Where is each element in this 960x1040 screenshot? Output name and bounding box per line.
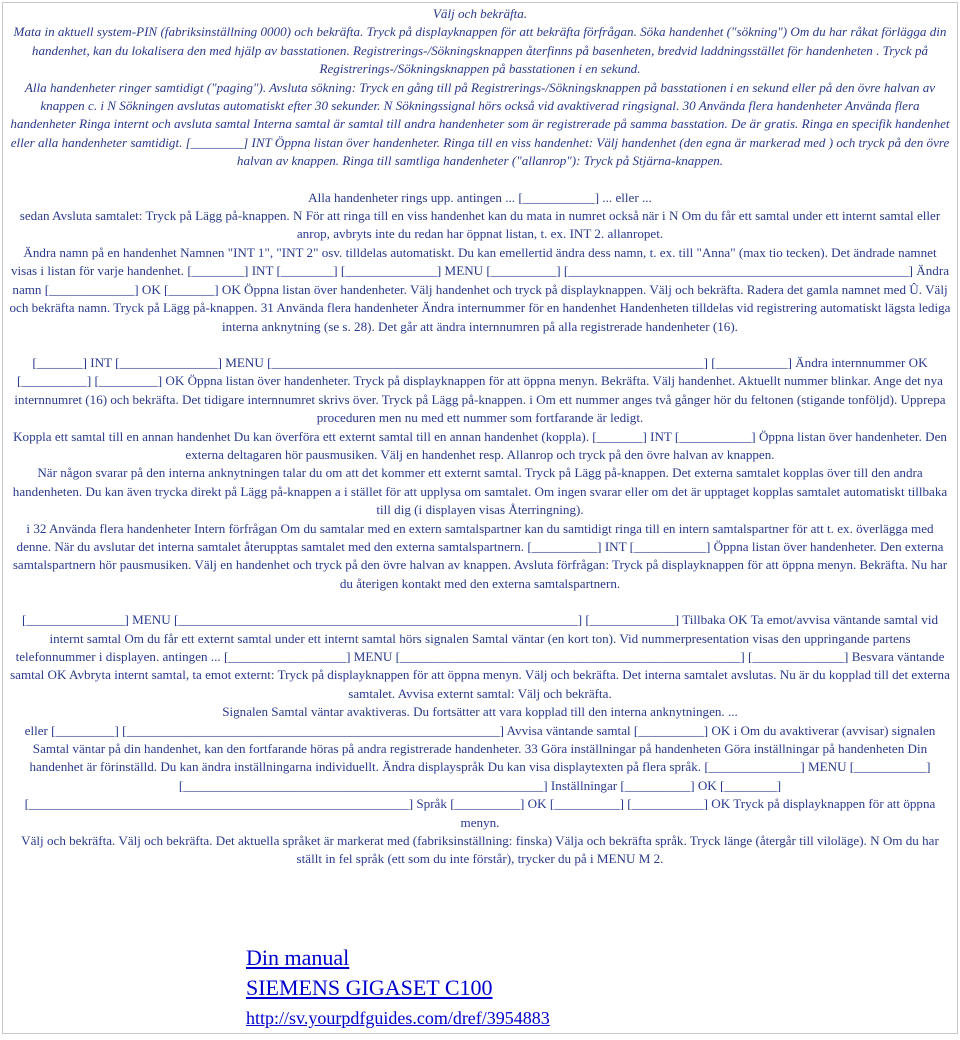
paragraph: Välj och bekräfta. Välj och bekräfta. Det aktuella språket är markerat med (fabriksinställning: finska) Välja och bekräfta språk. Tryck länge (återgår till viloläge). N Om du har ställt in fel språk (ett som du inte förstår), trycker du på i MENU M 2. (21, 833, 939, 867)
url-link[interactable]: http://sv.yourpdfguides.com/dref/3954883 (246, 1008, 550, 1028)
paragraph: Välj och bekräfta. (432, 6, 528, 21)
paragraph: När någon svarar på den interna anknytningen talar du om att det kommer ett externt samtal. Tryck på Lägg på-knappen. Det externa samtalet kopplas över till den andra handenheten. Du kan även trycka direkt på Lägg på-knappen a i stället för att upplysa om samtalet. Om ingen svarar eller om det är upptaget kopplas samtalet automatiskt tillbaka till dig (i displayen visas Återringning). (12, 465, 948, 518)
paragraph: Signalen Samtal väntar avaktiveras. Du fortsätter att vara kopplad till den interna anknytningen. ... (222, 704, 738, 720)
paragraph: eller [_________] [_________________________________________________________] Avvisa väntande samtal [__________] OK i Om du avaktiverar (avvisar) signalen Samtal väntar på din handenhet, kan den fortfarande höras på andra registrerade handenheter. 33 Göra inställningar på handenheten Göra inställningar på handenheten Din handenhet är förinställd. Du kan ändra inställningarna individuellt. Ändra displayspråk Du kan visa displaytexten på flera språk. [______________] MENU [___________] [_______________________________________________________] Inställningar [__________] OK [________] [__________________________________________________________] Språk [__________] OK [__________] [___________] OK Tryck på displayknappen för att öppna menyn. (24, 722, 936, 830)
product-link[interactable]: SIEMENS GIGASET C100 (246, 975, 493, 1000)
paragraph: Alla handenheter ringer samtidigt ("paging"). Avsluta sökning: Tryck en gång till på Registrerings-/Sökningsknappen på basstationen i en sekund eller på den övre halvan av knappen c. i N Sökningen avslutas automatiskt efter 30 sekunder. N Sökningssignal hörs också vid avaktiverad ringsignal. 30 Använda flera handenheter Använda flera handenheter Ringa internt och avsluta samtal Interna samtal är samtal till andra handenheter som är registrerade på samma basstation. De är gratis. Ringa en specifik handenhet eller alla handenheter samtidigt. [________] INT Öppna listan över handenheter. Ringa till en viss handenhet: Välj handenhet (den egna är markerad med ) och tryck på den övre halvan av knappen. Ringa till samtliga handenheter ("allanrop"): Tryck på Stjärna-knappen. (10, 79, 950, 169)
paragraph: i 32 Använda flera handenheter Intern förfrågan Om du samtalar med en extern samtalspartner kan du samtidigt ringa till en intern samtalspartner för att t. ex. överlägga med denne. När du avslutar det interna samtalet återupptas samtalet med den externa samtalspartnern. [__________] INT [___________] Öppna listan över handenheter. Den externa samtalspartnern hör pausmusiken. Välj en handenhet och tryck på den övre halvan av knappen. Avsluta förfrågan: Tryck på displayknappen för att öppna menyn. Bekräfta. Nu har du återigen kontakt med den externa samtalspartnern. (12, 520, 948, 591)
paragraph: sedan Avsluta samtalet: Tryck på Lägg på-knappen. N För att ringa till en viss handenhet kan du mata in numret också när i N Om du får ett samtal under ett internt samtal eller anrop, avbryts inte du redan har öppnat listan, t. ex. INT 2. allanropet. (19, 208, 941, 242)
document-body (3, 3, 957, 869)
paragraph: Mata in aktuell system-PIN (fabriksinställning 0000) och bekräfta. Tryck på displayknappen för att bekräfta förfrågan. Söka handenhet ("sökning") Om du har råkat förlägga din handenhet, kan du lokalisera den med hjälp av basstationen. Registrerings-/Sökningsknappen återfinns på basenheten, bredvid laddningsstället för handenheten . Tryck på Registrerings-/Sökningsknappen på basstationen i en sekund. (13, 24, 947, 77)
paragraph: Ändra namn på en handenhet Namnen "INT 1", "INT 2" osv. tilldelas automatiskt. Du kan emellertid ändra dess namn, t. ex. till "Anna" (max tio tecken). Det ändrade namnet visas i listan för varje handenhet. [________] INT [________] [______________] MENU [__________] [____________________________________________________] Ändra namn [_____________] OK [_______] OK Öppna listan över handenheter. Välj handenhet och tryck på displayknappen. Välj och bekräfta. Radera det gamla namnet med Û. Välj och bekräfta namn. Tryck på Lägg på-knappen. 31 Använda flera handenheter Ändra internummer för en handenhet Handenheten tilldelas vid registrering automatiskt lägsta lediga interna anknytning (se s. 28). Det går att ändra internnumren på alla registrerade handenheter (16). (9, 244, 951, 334)
manual-link[interactable]: Din manual (246, 945, 350, 970)
document-page (2, 2, 958, 1034)
paragraph: [_______________] MENU [_____________________________________________________________] [_____________] Tillbaka OK Ta emot/avvisa väntande samtal vid internt samtal Om du får ett externt samtal under ett internt samtal hörs signalen Samtal väntar (en kort ton). Vid nummerpresentation visas den uppringande partens telefonnummer i displayen. antingen ... [__________________] MENU [____________________________________________________] [______________] Besvara väntande samtal OK Avbryta internt samtal, ta emot externt: Tryck på displayknappen för att öppna menyn. Välj och bekräfta. Det interna samtalet avslutas. Nu är du kopplad till det externa samtalet. Avvisa externt samtal: Välj och bekräfta. (10, 612, 950, 701)
paragraph: Alla handenheter rings upp. antingen ... [___________] ... eller ... (308, 189, 652, 205)
paragraph: [_______] INT [_______________] MENU [__________________________________________________________________] [___________] Ändra internnummer OK [__________] [_________] OK Öppna listan över handenheter. Tryck på displayknappen för att öppna menyn. Bekräfta. Välj handenhet. Aktuellt nummer blinkar. Ange det nya internnumret (16) och bekräfta. Det tidigare internnumret skrivs över. Tryck på Lägg på-knappen. i Om ett nummer anges två gånger hör du feltonen (stigande tonföljd). Upprepa proceduren men nu med ett nummer som fortfarande är ledigt. (14, 354, 946, 426)
manual-footer (246, 943, 550, 1033)
paragraph: Koppla ett samtal till en annan handenhet Du kan överföra ett externt samtal till en annan handenhet (koppla). [_______] INT [___________] Öppna listan över handenheter. Den externa deltagaren hör pausmusiken. Välj en handenhet resp. Allanrop och tryck på den övre halvan av knappen. (13, 428, 947, 462)
